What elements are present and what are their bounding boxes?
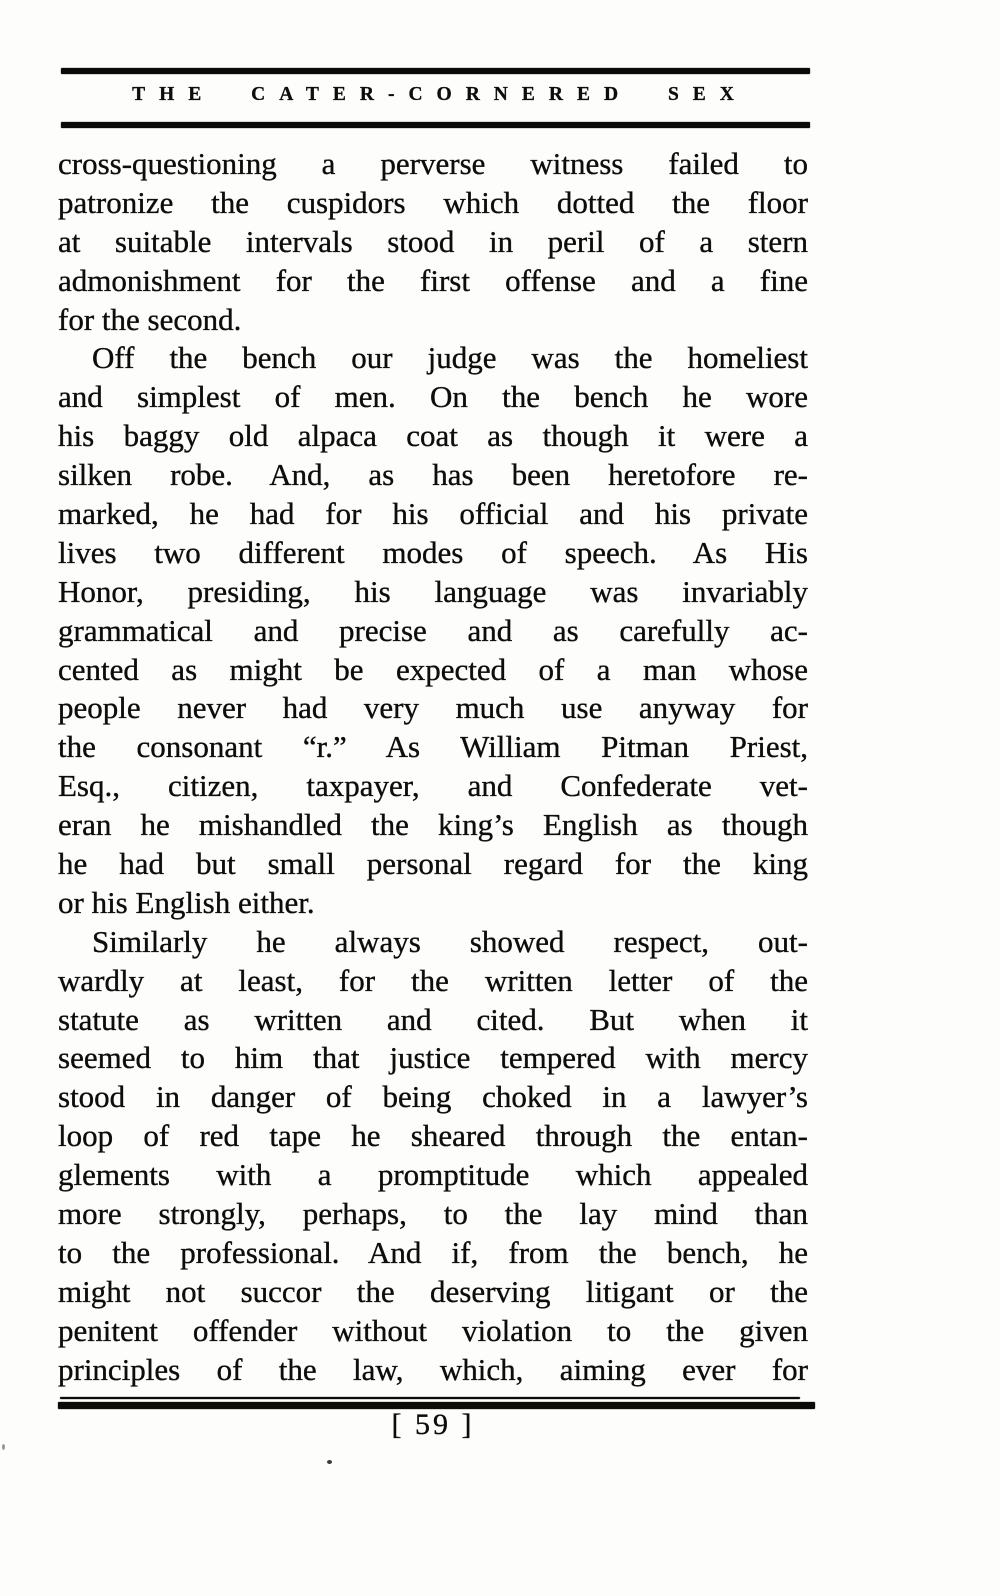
text-line: for the second. [58,301,242,337]
text-line: and simplest of men. On the bench he wore [58,379,808,415]
text-line: Honor, presiding, his language was invariably [58,573,808,609]
text-line: eran he mishandled the king’s English as though [58,807,808,843]
text-line: cross-questioning a perverse witness failed to [58,146,808,181]
text-line: silken robe. And, as has been heretofore re- [58,457,808,493]
text-column [58,0,808,1596]
text-line: he had but small personal regard for the king [58,846,808,882]
running-head: THE CATER-CORNERED SEX [132,84,748,105]
text-line: statute as written and cited. But when it [58,1001,808,1037]
ink-speck [327,1460,332,1464]
text-line: his baggy old alpaca coat as though it were a [58,418,808,454]
body-text [58,145,808,1390]
text-line: stood in danger of being choked in a lawyer’s [58,1079,808,1115]
text-line: admonishment for the first offense and a fine [58,262,808,298]
text-line: principles of the law, which, aiming ever for [58,1351,808,1387]
text-line: loop of red tape he sheared through the entan- [58,1118,808,1154]
text-line: glements with a promptitude which appealed [58,1157,808,1193]
text-line: lives two different modes of speech. As His [58,534,808,570]
text-line: penitent offender without violation to the given [58,1312,808,1348]
text-line: might not succor the deserving litigant or the [58,1273,808,1309]
text-line: patronize the cuspidors which dotted the floor [58,184,808,220]
text-line: Similarly he always showed respect, out- [92,923,808,959]
text-line: seemed to him that justice tempered with mercy [58,1040,808,1076]
text-line: more strongly, perhaps, to the lay mind than [58,1196,808,1232]
text-line: to the professional. And if, from the bench, he [58,1234,808,1270]
text-line: Off the bench our judge was the homeliest [92,340,808,376]
text-line: or his English either. [58,884,315,920]
text-line: Esq., citizen, taxpayer, and Confederate vet- [58,768,808,804]
text-line: wardly at least, for the written letter of the [58,962,808,998]
header-rule-bottom [61,122,810,128]
text-line: the consonant “r.” As William Pitman Priest, [58,729,808,765]
text-line: marked, he had for his official and his private [58,496,808,532]
text-line: cented as might be expected of a man whose [58,651,808,687]
text-line: grammatical and precise and as carefully ac- [58,612,808,648]
footer-rule-thin [60,1397,800,1399]
text-line: people never had very much use anyway for [58,690,808,726]
text-line: at suitable intervals stood in peril of a stern [58,223,808,259]
page-number: [ 59 ] [391,1408,475,1441]
header-rule-top [61,68,810,74]
ink-speck [2,1444,5,1450]
